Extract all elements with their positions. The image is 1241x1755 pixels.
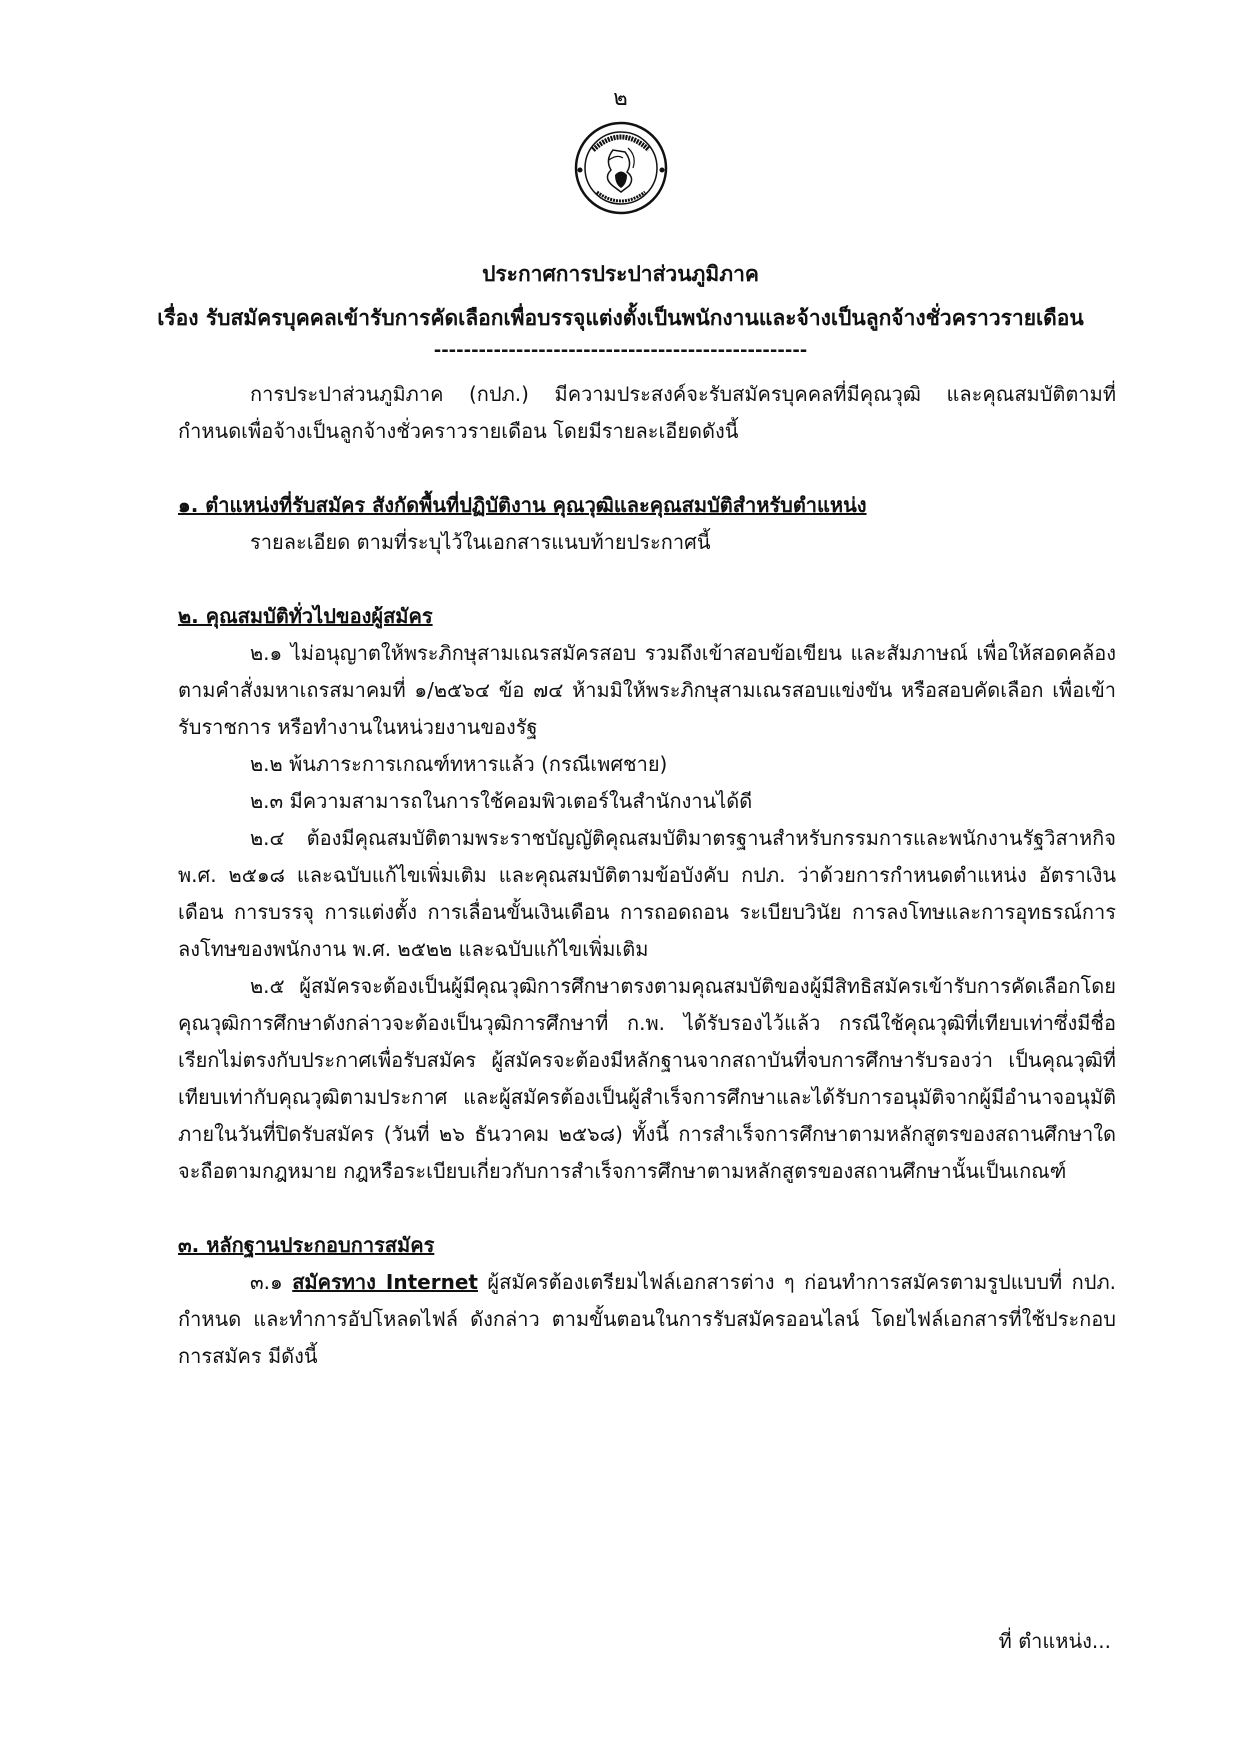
continuation-footer: ที่ ตำแหน่ง... (998, 1629, 1111, 1653)
section-2-item-5: ๒.๕ ผู้สมัครจะต้องเป็นผู้มีคุณวุฒิการศึกษาตรงตามคุณสมบัติของผู้มีสิทธิสมัครเข้ารับการคัดเลือกโดยคุณวุฒิการศึกษาดังกล่าวจะต้องเป็นวุฒิการศึกษาที่ ก.พ. ได้รับรองไว้แล้ว กรณีใช้คุณวุฒิที่เทียบเท่าซึ่งมีชื่อเรียกไม่ตรงกับประกาศเพื่อรับสมัคร ผู้สมัครจะต้องมีหลักฐานจากสถาบันที่จบการศึกษารับรองว่า เป็นคุณวุฒิที่เทียบเท่ากับคุณวุฒิตามประกาศ และผู้สมัครต้องเป็นผู้สำเร็จการศึกษาและได้รับการอนุมัติจากผู้มีอำนาจอนุมัติภายในวันที่ปิดรับสมัคร (วันที่ ๒๖ ธันวาคม ๒๕๖๘) ทั้งนี้ การสำเร็จการศึกษาตามหลักสูตรของสถานศึกษาใด จะถือตามกฎหมาย กฎหรือระเบียบเกี่ยวกับการสำเร็จการศึกษาตามหลักสูตรของสถานศึกษานั้นเป็นเกณฑ์ (178, 974, 1116, 1183)
section-3-heading: ๓. หลักฐานประกอบการสมัคร (178, 1233, 435, 1257)
intro-paragraph: การประปาส่วนภูมิภาค (กปภ.) มีความประสงค์จะรับสมัครบุคคลที่มีคุณวุฒิ และคุณสมบัติตามที่กำหนดเพื่อจ้างเป็นลูกจ้างชั่วคราวรายเดือน โดยมีรายละเอียดดังนี้ (178, 382, 1116, 443)
section-2-item-4: ๒.๔ ต้องมีคุณสมบัติตามพระราชบัญญัติคุณสมบัติมาตรฐานสำหรับกรรมการและพนักงานรัฐวิสาหกิจ พ.ศ. ๒๕๑๘ และฉบับแก้ไขเพิ่มเติม และคุณสมบัติตามข้อบังคับ กปภ. ว่าด้วยการกำหนดตำแหน่ง อัตราเงินเดือน การบรรจุ การแต่งตั้ง การเลื่อนขั้นเงินเดือน การถอดถอน ระเบียบวินัย การลงโทษและการอุทธรณ์การลงโทษของพนักงาน พ.ศ. ๒๕๒๒ และฉบับแก้ไขเพิ่มเติม (178, 826, 1116, 961)
pwa-seal-logo (573, 120, 669, 216)
section-3-item-prefix: ๓.๑ (250, 1270, 283, 1294)
section-1-text: รายละเอียด ตามที่ระบุไว้ในเอกสารแนบท้ายประกาศนี้ (250, 530, 711, 554)
section-2-item-3: ๒.๓ มีความสามารถในการใช้คอมพิวเตอร์ในสำนักงานได้ดี (250, 789, 753, 813)
document-body (178, 376, 1116, 1375)
separator-line: -------------------------------------------------- (433, 340, 808, 361)
announcement-title: ประกาศการประปาส่วนภูมิภาค (482, 262, 759, 286)
section-3-item-1 (178, 1264, 1116, 1375)
section-1-heading: ๑. ตำแหน่งที่รับสมัคร สังกัดพื้นที่ปฏิบัติงาน คุณวุฒิและคุณสมบัติสำหรับตำแหน่ง (178, 493, 867, 517)
section-3-item-text: ผู้สมัครต้องเตรียมไฟล์เอกสารต่าง ๆ ก่อนทำการสมัครตามรูปแบบที่ กปภ. กำหนด และทำการอัปโหลดไฟล์ ดังกล่าว ตามขั้นตอนในการรับสมัครออนไลน์ โดยไฟล์เอกสารที่ใช้ประกอบการสมัคร มีดังนี้ (178, 1270, 1117, 1368)
announcement-subject: เรื่อง รับสมัครบุคคลเข้ารับการคัดเลือกเพื่อบรรจุแต่งตั้งเป็นพนักงานและจ้างเป็นลูกจ้างชั่วคราวรายเดือน (157, 306, 1084, 330)
section-2-item-2: ๒.๒ พ้นภาระการเกณฑ์ทหารแล้ว (กรณีเพศชาย) (250, 752, 668, 776)
section-2-heading: ๒. คุณสมบัติทั่วไปของผู้สมัคร (178, 604, 433, 628)
section-2-item-1: ๒.๑ ไม่อนุญาตให้พระภิกษุสามเณรสมัครสอบ รวมถึงเข้าสอบข้อเขียน และสัมภาษณ์ เพื่อให้สอดคล้องตามคำสั่งมหาเถรสมาคมที่ ๑/๒๕๖๔ ข้อ ๗๔ ห้ามมิให้พระภิกษุสามเณรสอบแข่งขัน หรือสอบคัดเลือก เพื่อเข้ารับราชการ หรือทำงานในหน่วยงานของรัฐ (178, 641, 1116, 739)
page-number: ๒ (613, 86, 628, 111)
section-3-item-label: สมัครทาง Internet (292, 1270, 478, 1294)
